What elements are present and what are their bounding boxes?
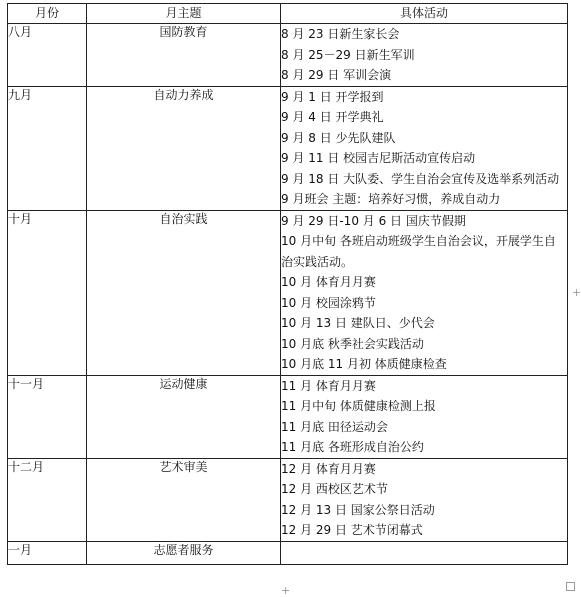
- activity-item: 8 月 25－29 日新生军训: [281, 47, 415, 62]
- activities-cell: [281, 210, 568, 375]
- month-cell: 十月: [8, 210, 87, 375]
- activity-item: 10 月 体育月月赛: [281, 275, 376, 289]
- theme-cell: 自治实践: [87, 210, 281, 375]
- theme-cell: 自动力养成: [87, 86, 281, 210]
- activity-item: 9 月 8 日 少先队建队: [281, 130, 396, 145]
- month-cell: 九月: [8, 86, 87, 210]
- activities-cell: [281, 24, 568, 87]
- activity-item: 11 月底 田径运动会: [281, 419, 388, 434]
- header-activities: 具体活动: [281, 4, 568, 24]
- activity-item: 12 月 13 日 国家公祭日活动: [281, 502, 435, 517]
- activity-item: 9 月 1 日 开学报到: [281, 89, 384, 104]
- activity-item: 10 月 校园涂鸦节: [281, 295, 376, 310]
- activity-item: 10 月中旬 各班启动班级学生自治会议，开展学生自治实践活动。: [281, 234, 556, 269]
- activity-item: 10 月 13 日 建队日、少代会: [281, 316, 435, 330]
- table-body: [8, 24, 568, 565]
- month-cell: 十一月: [8, 375, 87, 458]
- activity-item: 9 月班会 主题：培养好习惯，养成自动力: [281, 192, 501, 206]
- activity-item: 11 月 体育月月赛: [281, 378, 376, 393]
- add-row-handle-icon[interactable]: +: [281, 584, 291, 597]
- table-row: [8, 210, 568, 375]
- table-row: [8, 375, 568, 458]
- activity-item: 12 月 29 日 艺术节闭幕式: [281, 523, 423, 537]
- activity-item: 10 月底 11 月初 体质健康检查: [281, 357, 447, 371]
- theme-cell: 志愿者服务: [87, 541, 281, 564]
- activities-cell: [281, 86, 568, 210]
- header-month: 月份: [8, 4, 87, 24]
- table-row: [8, 24, 568, 87]
- activity-item: 11 月底 各班形成自治公约: [281, 440, 424, 454]
- activity-item: 10 月底 秋季社会实践活动: [281, 336, 424, 351]
- table-row: [8, 458, 568, 541]
- table-header-row: [8, 4, 568, 24]
- activity-item: 9 月 18 日 大队委、学生自治会宣传及选举系列活动: [281, 171, 560, 186]
- activity-item: 8 月 23 日新生家长会: [281, 27, 400, 41]
- table-row: [8, 86, 568, 210]
- add-column-handle-icon[interactable]: +: [572, 286, 581, 299]
- activity-schedule-table: [7, 3, 568, 565]
- activity-item: 12 月 西校区艺术节: [281, 482, 388, 496]
- header-theme: 月主题: [87, 4, 281, 24]
- month-cell: 一月: [8, 541, 87, 564]
- theme-cell: 国防教育: [87, 24, 281, 87]
- month-cell: 十二月: [8, 458, 87, 541]
- activity-item: 8 月 29 日 军训会演: [281, 68, 392, 82]
- activity-item: 9 月 11 日 校园吉尼斯活动宣传启动: [281, 151, 476, 165]
- theme-cell: 运动健康: [87, 375, 281, 458]
- table-row: [8, 541, 568, 564]
- activities-cell: [281, 541, 568, 564]
- theme-cell: 艺术审美: [87, 458, 281, 541]
- activity-item: 9 月 4 日 开学典礼: [281, 110, 384, 124]
- activities-cell: [281, 375, 568, 458]
- activities-cell: [281, 458, 568, 541]
- activity-item: 9 月 29 日-10 月 6 日 国庆节假期: [281, 213, 466, 228]
- activity-item: 12 月 体育月月赛: [281, 461, 376, 476]
- activity-item: 11 月中旬 体质健康检测上报: [281, 399, 436, 413]
- month-cell: 八月: [8, 24, 87, 87]
- table-resize-handle-icon[interactable]: [566, 582, 575, 591]
